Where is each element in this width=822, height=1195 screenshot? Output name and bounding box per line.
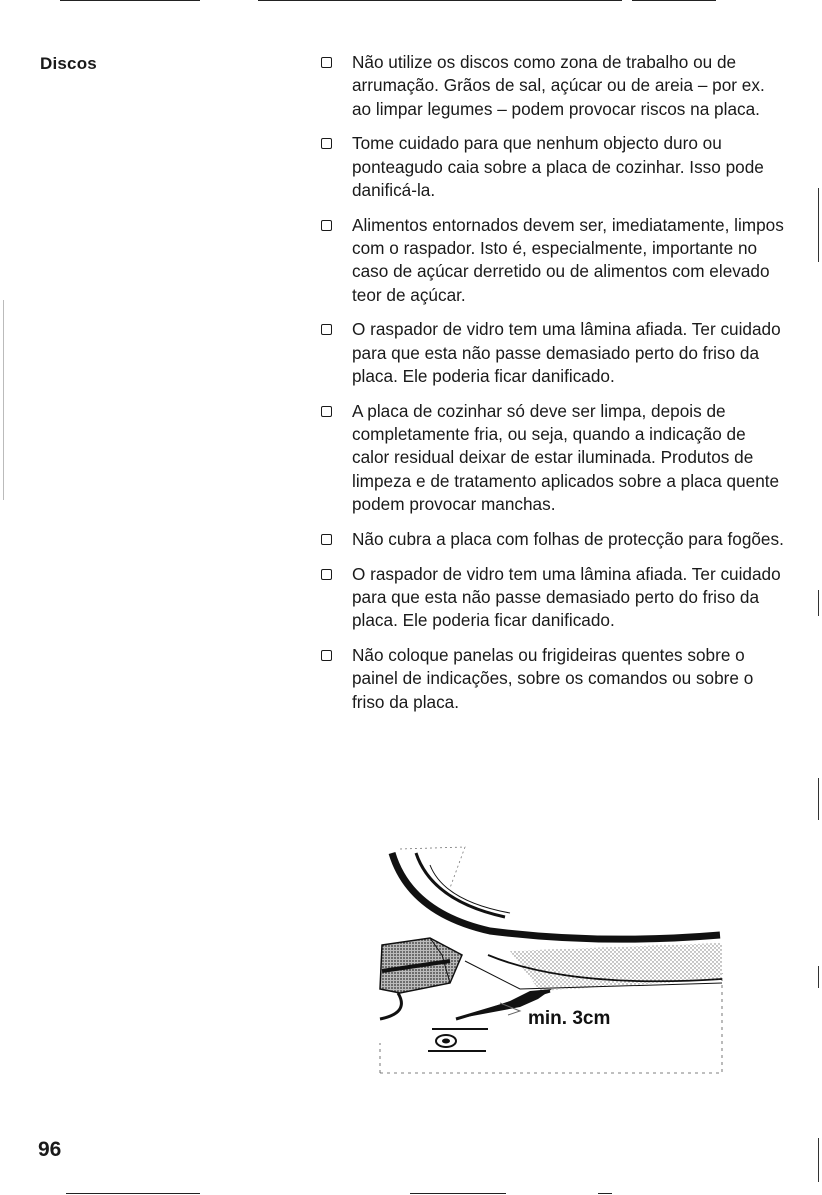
bullet-item [320, 400, 785, 516]
margin-mark [818, 590, 819, 616]
checkbox-bullet-icon [321, 650, 332, 661]
checkbox-bullet-icon [321, 138, 332, 149]
top-edge-rule [258, 0, 622, 1]
section-heading: Discos [40, 54, 97, 73]
checkbox-bullet-icon [321, 569, 332, 580]
bullet-text: Tome cuidado para que nenhum objecto duro ou ponteagudo caia sobre a placa de cozinhar. Isso pode danificá-la. [352, 133, 764, 200]
margin-mark [818, 1138, 819, 1182]
distance-label: min. 3cm [528, 1008, 611, 1029]
bullet-text: Alimentos entornados devem ser, imediatamente, limpos com o raspador. Isto é, especialmente, importante no caso de açúcar derretido ou de alimentos com elevado teor de açúcar. [352, 214, 784, 305]
checkbox-bullet-icon [321, 406, 332, 417]
bullet-item [320, 318, 785, 388]
checkbox-bullet-icon [321, 324, 332, 335]
hob-symbol-icon [428, 1035, 486, 1051]
bottom-edge-rule [66, 1193, 200, 1194]
bullet-item [320, 528, 785, 551]
checkbox-bullet-icon [321, 534, 332, 545]
scraper-illustration [370, 843, 725, 1083]
bullet-item [320, 51, 785, 121]
margin-mark [818, 188, 819, 262]
page-number: 96 [38, 1138, 62, 1161]
bullet-text: A placa de cozinhar só deve ser limpa, depois de completamente fria, ou seja, quando a indicação de calor residual deixar de estar iluminada. Produtos de limpeza e de tratamento aplicados sobre a placa quente podem provocar manchas. [352, 400, 780, 515]
top-edge-rule [632, 0, 716, 1]
bullet-text: Não utilize os discos como zona de trabalho ou de arrumação. Grãos de sal, açúcar ou de areia – por ex. ao limpar legumes – podem provocar riscos na placa. [352, 52, 765, 119]
margin-mark [818, 966, 819, 988]
bullet-text: O raspador de vidro tem uma lâmina afiada. Ter cuidado para que esta não passe demasiado perto do friso da placa. Ele poderia ficar danificado. [352, 563, 781, 631]
bullet-text: O raspador de vidro tem uma lâmina afiada. Ter cuidado para que esta não passe demasiado perto do friso da placa. Ele poderia ficar danificado. [352, 319, 781, 387]
top-edge-rule [60, 0, 200, 1]
checkbox-bullet-icon [321, 57, 332, 68]
bullet-item [320, 563, 785, 633]
bullet-item [320, 132, 785, 202]
bottom-edge-rule [410, 1193, 506, 1194]
bullet-text: Não coloque panelas ou frigideiras quentes sobre o painel de indicações, sobre os comandos ou sobre o friso da placa. [352, 645, 754, 712]
margin-mark [3, 300, 4, 500]
checkbox-bullet-icon [321, 220, 332, 231]
bullet-text: Não cubra a placa com folhas de protecção para fogões. [352, 528, 784, 549]
bullet-list [320, 51, 785, 725]
bullet-item [320, 214, 785, 307]
bottom-edge-rule [598, 1193, 612, 1194]
bullet-item [320, 644, 785, 714]
margin-mark [818, 778, 819, 820]
